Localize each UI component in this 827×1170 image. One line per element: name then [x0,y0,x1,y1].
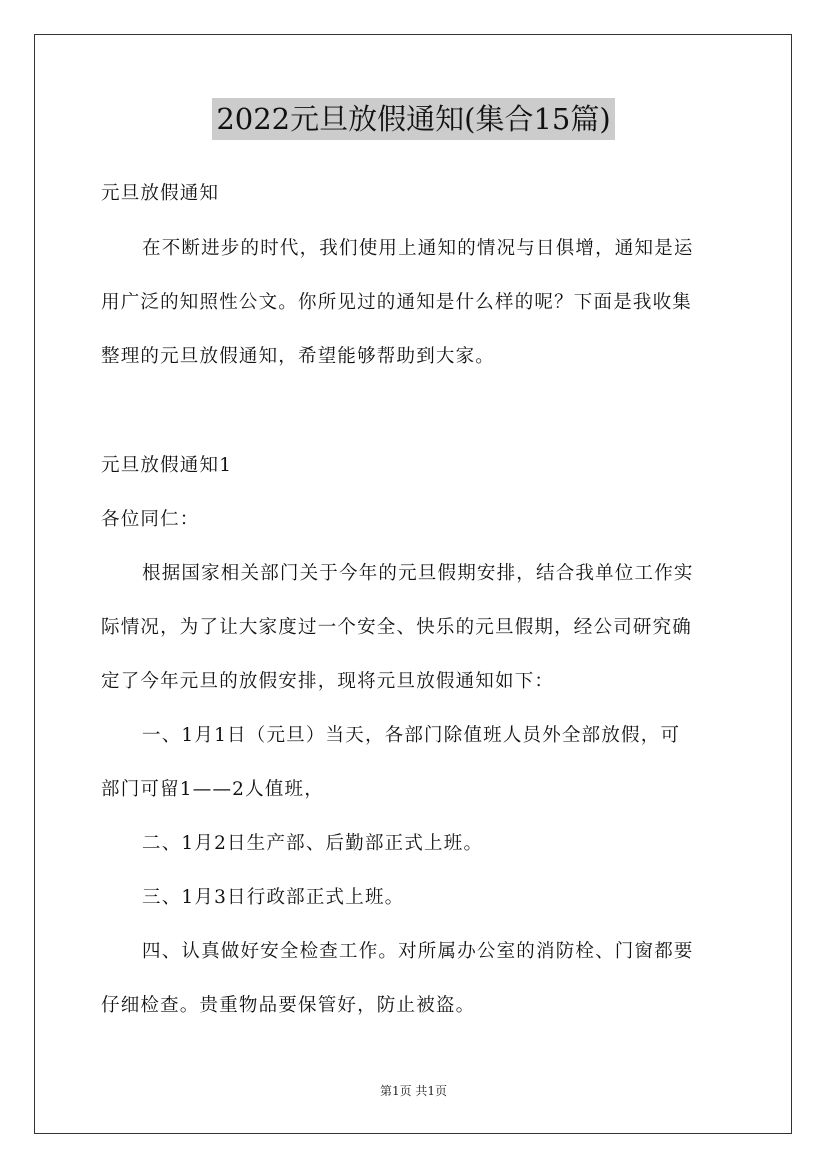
section-heading: 元旦放假通知1 [101,455,233,476]
title-container [0,98,827,140]
list-item: 一、1月1日（元旦）当天，各部门除值班人员外全部放假，可 [142,725,681,746]
section-heading: 元旦放假通知 [101,183,220,204]
list-item: 二、1月2日生产部、后勤部正式上班。 [142,833,484,854]
page-footer: 第1页 共1页 [379,1084,448,1098]
paragraph-line: 在不断进步的时代，我们使用上通知的情况与日俱增，通知是运 [142,238,694,259]
paragraph-line: 定了今年元旦的放假安排，现将元旦放假通知如下： [101,671,555,692]
document-title: 2022元旦放假通知(集合15篇) [212,98,614,140]
salutation: 各位同仁： [101,509,200,530]
list-item-continuation: 仔细检查。贵重物品要保管好，防止被盗。 [101,995,476,1016]
paragraph-line: 整理的元旦放假通知，希望能够帮助到大家。 [101,346,496,367]
paragraph-line: 用广泛的知照性公文。你所见过的通知是什么样的呢？下面是我收集 [101,292,693,313]
paragraph-line: 际情况，为了让大家度过一个安全、快乐的元旦假期，经公司研究确 [101,617,693,638]
paragraph-line: 根据国家相关部门关于今年的元旦假期安排，结合我单位工作实 [142,563,694,584]
list-item-continuation: 部门可留1——2人值班， [101,779,324,800]
list-item: 三、1月3日行政部正式上班。 [142,887,405,908]
list-item: 四、认真做好安全检查工作。对所属办公室的消防栓、门窗都要 [142,941,694,962]
